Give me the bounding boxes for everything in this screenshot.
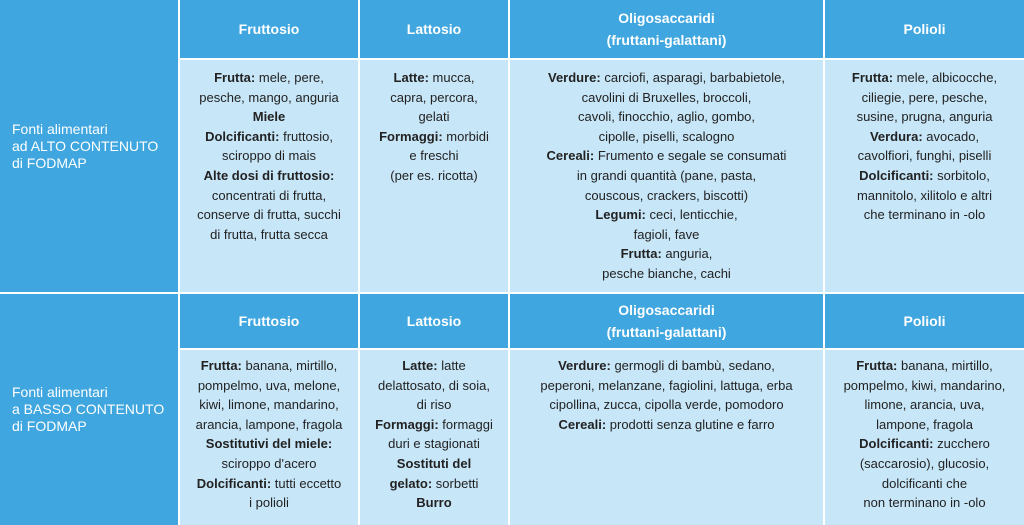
text-segment: pesche, mango, anguria <box>199 89 339 105</box>
header-oligosaccaridi-low <box>510 294 825 350</box>
text-segment: delattosato, di soia, <box>377 377 491 393</box>
cell-line <box>825 127 1024 147</box>
cell-line <box>825 395 1024 415</box>
text-segment: cavolfiori, funghi, piselli <box>857 148 992 164</box>
cell-line <box>360 68 508 88</box>
cell-line <box>360 474 508 494</box>
row-label-line: di FODMAP <box>12 154 87 171</box>
cell-line <box>360 166 508 186</box>
header-polioli-high <box>825 0 1024 60</box>
text-segment: fagioli, fave <box>633 226 700 242</box>
cell-line <box>825 356 1024 376</box>
cell-low-lattosio <box>360 350 510 525</box>
text-segment: pesche bianche, cachi <box>602 265 731 281</box>
cell-line <box>510 186 823 206</box>
text-segment: in grandi quantità (pane, pasta, <box>576 167 757 183</box>
header-fruttosio-low <box>180 294 360 350</box>
text-segment: formaggi <box>438 416 493 432</box>
text-segment: mannitolo, xilitolo e altri <box>856 187 993 203</box>
bold-label: Frutta: <box>620 246 662 262</box>
cell-line <box>510 166 823 186</box>
text-segment: lampone, fragola <box>876 416 973 432</box>
bold-label: Legumi: <box>595 207 646 223</box>
cell-low-oligosaccaridi <box>510 350 825 525</box>
bold-label: Frutta: <box>851 70 894 85</box>
row-label-high-fodmap <box>0 0 180 294</box>
cell-line <box>510 107 823 127</box>
cell-high-fruttosio <box>180 60 360 294</box>
bold-label: Dolcificanti: <box>859 167 934 183</box>
header-text: Polioli <box>903 313 946 329</box>
cell-line <box>180 88 358 108</box>
text-segment: sorbitolo, <box>933 167 990 183</box>
cell-line <box>510 395 823 415</box>
text-segment: peperoni, melanzane, fagiolini, lattuga, erba <box>540 377 793 393</box>
text-segment: sciroppo d'acero <box>221 455 317 471</box>
cell-line <box>825 434 1024 454</box>
bold-label: Formaggi: <box>379 128 443 144</box>
cell-line <box>510 244 823 264</box>
cell-line <box>360 493 508 513</box>
cell-line <box>510 415 823 435</box>
text-segment: kiwi, limone, mandarino, <box>199 397 339 413</box>
text-segment: che terminano in -olo <box>863 207 986 223</box>
header-text: Lattosio <box>406 21 462 37</box>
cell-line <box>360 454 508 474</box>
cell-line <box>180 127 358 147</box>
cell-line <box>180 434 358 454</box>
cell-line <box>360 146 508 166</box>
text-segment: concentrati di frutta, <box>211 187 327 203</box>
text-segment: carciofi, asparagi, barbabietole, <box>600 70 786 85</box>
text-segment: banana, mirtillo, <box>897 358 993 373</box>
text-segment: susine, prugna, anguria <box>856 109 993 125</box>
header-oligosaccaridi-high <box>510 0 825 60</box>
cell-line <box>825 107 1024 127</box>
header-subtext: (fruttani-galattani) <box>606 32 727 48</box>
header-lattosio-low <box>360 294 510 350</box>
cell-line <box>360 127 508 147</box>
cell-line <box>510 356 823 376</box>
text-segment: ceci, lenticchie, <box>645 207 738 223</box>
text-segment: cipollina, zucca, cipolla verde, pomodoro <box>549 397 784 413</box>
text-segment: di riso <box>416 397 452 413</box>
cell-high-polioli <box>825 60 1024 294</box>
text-segment: i polioli <box>249 495 289 511</box>
cell-line <box>510 376 823 396</box>
bold-label: Frutta: <box>214 70 256 85</box>
text-segment: cavolini di Bruxelles, broccoli, <box>581 89 752 105</box>
text-segment: mucca, <box>428 70 475 85</box>
text-segment: cavoli, finocchio, aglio, gombo, <box>577 109 756 125</box>
cell-line <box>180 493 358 513</box>
cell-line <box>360 434 508 454</box>
cell-line <box>825 454 1024 474</box>
cell-line <box>360 415 508 435</box>
header-polioli-low <box>825 294 1024 350</box>
row-label-line: ad ALTO CONTENUTO <box>12 137 159 154</box>
cell-line <box>180 68 358 88</box>
row-label-line: di FODMAP <box>12 418 87 434</box>
text-segment: sorbetti <box>432 475 479 491</box>
bold-label: Sostitutivi del miele: <box>205 436 333 452</box>
cell-line <box>825 186 1024 206</box>
cell-line <box>825 376 1024 396</box>
header-text: Fruttosio <box>238 313 300 329</box>
cell-line <box>180 395 358 415</box>
text-segment: pompelmo, uva, melone, <box>197 377 341 393</box>
bold-label: Latte: <box>393 70 429 85</box>
cell-low-polioli <box>825 350 1024 525</box>
header-text: Fruttosio <box>238 21 300 37</box>
cell-line <box>180 356 358 376</box>
row-label-line: Fonti alimentari <box>12 120 108 137</box>
cell-line <box>510 88 823 108</box>
text-segment: (per es. ricotta) <box>390 167 478 183</box>
bold-label: Miele <box>252 109 286 125</box>
bold-label: Frutta: <box>200 358 242 373</box>
cell-line <box>360 376 508 396</box>
cell-line <box>510 225 823 245</box>
text-segment: gelati <box>418 109 450 125</box>
header-text: Oligosaccaridi <box>618 302 715 318</box>
cell-line <box>360 88 508 108</box>
cell-line <box>180 107 358 127</box>
bold-label: Dolcificanti: <box>196 475 272 491</box>
cell-line <box>180 166 358 186</box>
text-segment: duri e stagionati <box>388 436 480 452</box>
text-segment: zucchero <box>933 436 990 452</box>
cell-line <box>510 127 823 147</box>
cell-line <box>825 146 1024 166</box>
row-label-line: a BASSO CONTENUTO <box>12 401 165 417</box>
text-segment: Frumento e segale se consumati <box>594 148 787 164</box>
cell-line <box>510 146 823 166</box>
text-segment: pompelmo, kiwi, mandarino, <box>843 377 1006 393</box>
text-segment: ciliegie, pere, pesche, <box>861 89 988 105</box>
text-segment: fruttosio, <box>279 128 333 144</box>
bold-label: Verdure: <box>547 70 601 85</box>
cell-line <box>825 68 1024 88</box>
text-segment: latte <box>437 358 466 373</box>
text-segment: sciroppo di mais <box>222 148 316 164</box>
bold-label: Cereali: <box>546 148 595 164</box>
cell-line <box>180 415 358 435</box>
header-text: Polioli <box>903 21 946 37</box>
text-segment: e freschi <box>409 148 459 164</box>
cell-line <box>180 376 358 396</box>
text-segment: capra, percora, <box>390 89 478 105</box>
cell-line <box>510 205 823 225</box>
text-segment: mele, albicocche, <box>893 70 998 85</box>
row-label-line: Fonti alimentari <box>12 384 108 400</box>
bold-label: Dolcificanti: <box>205 128 280 144</box>
bold-label: Frutta: <box>856 358 898 373</box>
cell-line <box>180 225 358 245</box>
cell-line <box>825 474 1024 494</box>
text-segment: germogli di bambù, sedano, <box>610 358 775 373</box>
text-segment: cipolle, piselli, scalogno <box>598 128 735 144</box>
header-text: Lattosio <box>406 313 462 329</box>
row-label-low-fodmap <box>0 294 180 525</box>
text-segment: banana, mirtillo, <box>241 358 338 373</box>
cell-line <box>825 166 1024 186</box>
text-segment: non terminano in -olo <box>863 495 986 511</box>
text-segment: conserve di frutta, succhi <box>197 207 341 223</box>
cell-high-oligosaccaridi <box>510 60 825 294</box>
cell-line <box>180 186 358 206</box>
header-fruttosio-high <box>180 0 360 60</box>
bold-label: Latte: <box>402 358 438 373</box>
bold-label: gelato: <box>389 475 433 491</box>
cell-line <box>825 205 1024 225</box>
header-subtext: (fruttani-galattani) <box>606 324 727 340</box>
text-segment: avocado, <box>922 128 980 144</box>
cell-low-fruttosio <box>180 350 360 525</box>
cell-line <box>825 493 1024 513</box>
cell-line <box>510 264 823 284</box>
text-segment: dolcificanti che <box>881 475 968 491</box>
cell-line <box>510 68 823 88</box>
text-segment: arancia, lampone, fragola <box>195 416 343 432</box>
text-segment: di frutta, frutta secca <box>210 226 328 242</box>
bold-label: Verdura: <box>869 128 923 144</box>
cell-high-lattosio <box>360 60 510 294</box>
cell-line <box>180 474 358 494</box>
cell-line <box>825 88 1024 108</box>
bold-label: Verdure: <box>558 358 611 373</box>
text-segment: mele, pere, <box>255 70 324 85</box>
cell-line <box>825 415 1024 435</box>
text-segment: limone, arancia, uva, <box>864 397 985 413</box>
text-segment: morbidi <box>442 128 489 144</box>
bold-label: Formaggi: <box>375 416 439 432</box>
header-lattosio-high <box>360 0 510 60</box>
cell-line <box>180 146 358 166</box>
bold-label: Sostituti del <box>396 455 472 471</box>
text-segment: (saccarosio), glucosio, <box>859 455 990 471</box>
bold-label: Dolcificanti: <box>859 436 934 452</box>
text-segment: prodotti senza glutine e farro <box>606 416 775 432</box>
text-segment: anguria, <box>661 246 713 262</box>
header-text: Oligosaccaridi <box>618 10 715 26</box>
cell-line <box>360 107 508 127</box>
cell-line <box>360 356 508 376</box>
text-segment: tutti eccetto <box>271 475 342 491</box>
bold-label: Cereali: <box>558 416 607 432</box>
cell-line <box>360 395 508 415</box>
cell-line <box>180 205 358 225</box>
cell-line <box>180 454 358 474</box>
text-segment: couscous, crackers, biscotti) <box>584 187 749 203</box>
bold-label: Burro <box>416 495 452 511</box>
bold-label: Alte dosi di fruttosio: <box>203 167 335 183</box>
